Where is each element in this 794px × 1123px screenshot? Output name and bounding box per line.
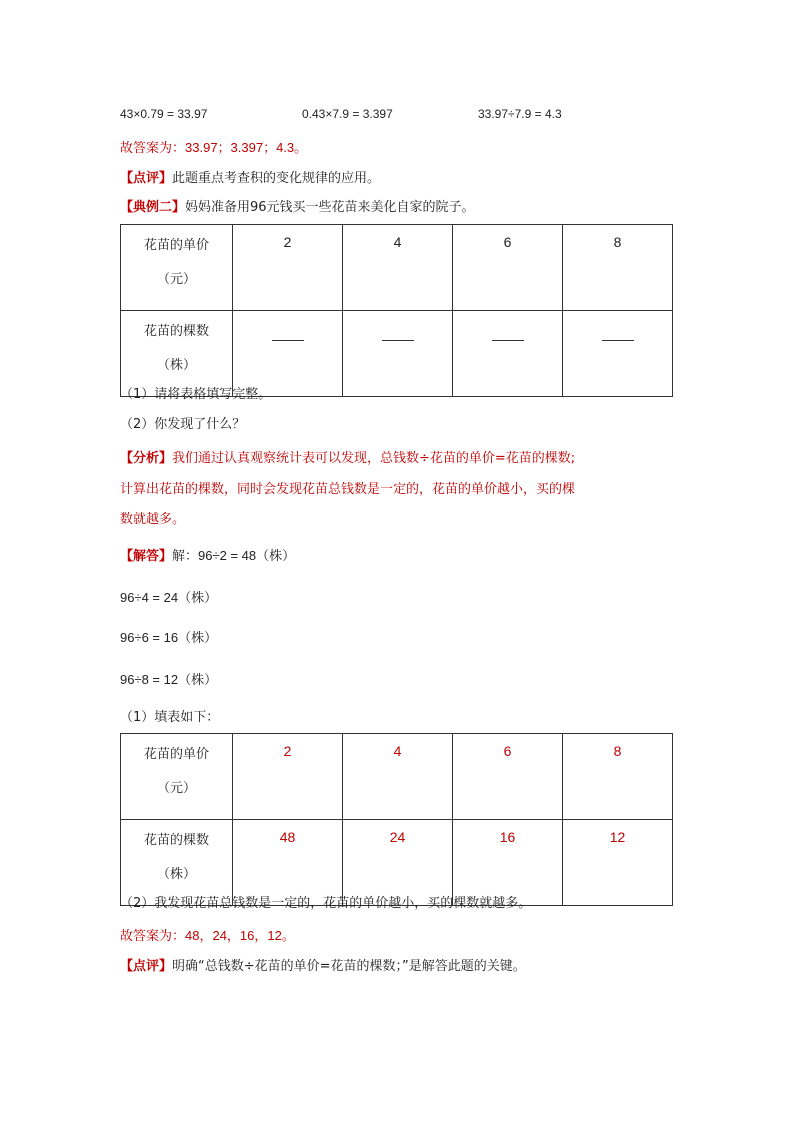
calc-line-2: 0.43×7.9 = 3.397 [302,107,393,121]
example-tag: 【典例二】 [120,200,186,215]
price-cell: 4 [343,734,453,820]
table-row [121,225,673,311]
final-comment-line [120,958,526,976]
solution-prefix: 解： [172,549,199,564]
count-cell: 48 [233,820,343,906]
final-answer-line [120,927,295,946]
count-cell: 16 [453,820,563,906]
question-1: （1）请将表格填写完整。 [120,387,272,402]
table-row-header [121,734,233,820]
comment-tag: 【点评】 [120,959,173,974]
solution-tag: 【解答】 [120,549,173,564]
answer-value: 33.97；3.397；4.3。 [185,140,308,155]
price-label: 花苗的单价 [143,238,209,253]
question-table [120,224,673,397]
answer-prefix: 故答案为： [120,141,186,156]
solution-header [120,547,295,566]
table-row [121,311,673,397]
table-row-header [121,225,233,311]
price-cell: 6 [453,734,563,820]
comment-tag: 【点评】 [120,171,173,186]
count-label: 花苗的棵数 [143,833,209,848]
table-row-header [121,820,233,906]
table-row [121,820,673,906]
price-label: 花苗的单价 [143,747,209,762]
blank-cell [343,311,453,397]
table-row [121,734,673,820]
solution-step-3: 96÷6 = 16（株） [120,630,218,645]
analysis-line-3: 数就越多。 [120,512,186,527]
finding-line: （2）我发现花苗总钱数是一定的，花苗的单价越小，买的棵数就越多。 [120,896,532,911]
price-cell: 2 [233,734,343,820]
example-title [120,199,475,217]
answer-prefix: 故答案为： [120,929,186,944]
answer-blank [602,326,634,341]
blank-cell [563,311,673,397]
answer-table [120,733,673,906]
price-cell: 8 [563,734,673,820]
price-cell: 6 [453,225,563,311]
prev-comment-line [120,170,380,188]
analysis-line-2: 计算出花苗的棵数，同时会发现花苗总钱数是一定的，花苗的单价越小，买的棵 [120,482,576,497]
price-unit: （元） [156,272,196,287]
question-2: （2）你发现了什么？ [120,417,246,432]
analysis-text-1: 我们通过认真观察统计表可以发现，总钱数÷花苗的单价=花苗的棵数; [172,451,576,466]
answer-value: 48，24，16，12。 [185,928,295,943]
comment-text: 明确“总钱数÷花苗的单价=花苗的棵数；”是解答此题的关键。 [172,959,526,974]
answer-blank [382,326,414,341]
price-unit: （元） [156,781,196,796]
count-unit: （株） [156,867,196,882]
calc-line-3: 33.97÷7.9 = 4.3 [478,107,562,121]
blank-cell [233,311,343,397]
comment-text: 此题重点考查积的变化规律的应用。 [172,171,381,186]
solution-step-4: 96÷8 = 12（株） [120,672,218,687]
count-cell: 24 [343,820,453,906]
solution-step-2: 96÷4 = 24（株） [120,590,218,605]
count-label: 花苗的棵数 [143,324,209,339]
price-cell: 2 [233,225,343,311]
price-cell: 4 [343,225,453,311]
answer-blank [492,326,524,341]
prev-answer-line [120,139,307,158]
answer-blank [272,326,304,341]
analysis-tag: 【分析】 [120,451,173,466]
fill-label: （1）填表如下： [120,710,220,725]
calc-line-1: 43×0.79 = 33.97 [120,107,208,121]
analysis-line-1 [120,450,575,468]
blank-cell [453,311,563,397]
solution-step-1: 96÷2 = 48（株） [198,548,296,563]
table-row-header [121,311,233,397]
count-cell: 12 [563,820,673,906]
price-cell: 8 [563,225,673,311]
count-unit: （株） [156,358,196,373]
example-text: 妈妈准备用96元钱买一些花苗来美化自家的院子。 [185,200,475,215]
